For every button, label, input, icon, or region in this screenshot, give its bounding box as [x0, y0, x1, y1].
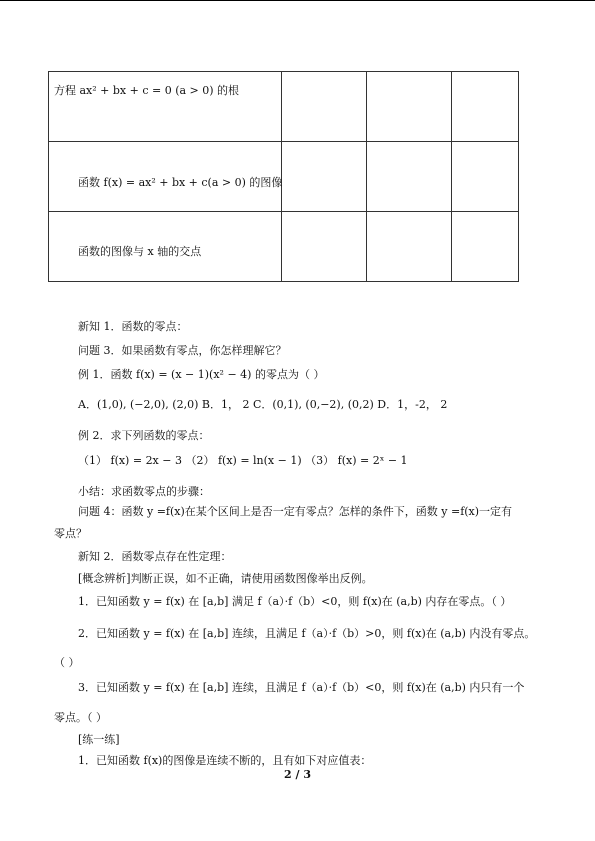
text-line: 问题 4：函数 y =f(x)在某个区间上是否一定有零点？怎样的条件下，函数 y =f(x)一定有: [78, 505, 513, 518]
table-row-label-roots: 方程 ax² + bx + c = 0 (a > 0) 的根: [54, 84, 240, 97]
table-cell: [282, 72, 367, 142]
text-line: 1．已知函数 y = f(x) 在 [a,b] 满足 f（a）·f（b）<0，则 f(x)在 (a,b) 内存在零点。（ ）: [78, 595, 512, 608]
text-line: 零点？: [54, 527, 87, 540]
text-line: 2．已知函数 y = f(x) 在 [a,b] 连续，且满足 f（a）·f（b）>0，则 f(x)在 (a,b) 内没有零点。: [78, 627, 536, 640]
text-line: [概念辨析]判断正误，如不正确，请使用函数图像举出反例。: [78, 572, 373, 585]
text-line: [练一练]: [78, 733, 120, 746]
text-line: A．(1,0), (−2,0), (2,0) B．1， 2 C．(0,1), (0,−2), (0,2) D．1，-2， 2: [78, 398, 448, 411]
table-cell: [282, 142, 367, 212]
page-top-rule: [0, 0, 595, 1]
table-cell: [452, 142, 519, 212]
text-line: （ ）: [54, 656, 80, 669]
text-line: 新知 1．函数的零点：: [78, 320, 188, 333]
table-cell: [282, 212, 367, 282]
text-line: 零点。（ ）: [54, 711, 107, 724]
text-line: 例 1．函数 f(x) = (x − 1)(x² − 4) 的零点为（ ）: [78, 368, 325, 381]
text-line: （1） f(x) = 2x − 3 （2） f(x) = ln(x − 1) （3） f(x) = 2ˣ − 1: [78, 454, 408, 467]
table-cell: [452, 72, 519, 142]
table-cell: [367, 212, 452, 282]
table-cell: [367, 72, 452, 142]
table-cell: [367, 142, 452, 212]
table-row-label-intersections: 函数的图像与 x 轴的交点: [78, 245, 202, 258]
text-line: 3．已知函数 y = f(x) 在 [a,b] 连续，且满足 f（a）·f（b）<0，则 f(x)在 (a,b) 内只有一个: [78, 681, 525, 694]
table-cell: [452, 212, 519, 282]
table-row-label-graph: 函数 f(x) = ax² + bx + c(a > 0) 的图像: [78, 176, 283, 189]
text-line: 1．已知函数 f(x)的图像是连续不断的，且有如下对应值表：: [78, 754, 372, 767]
text-line: 问题 3．如果函数有零点，你怎样理解它？: [78, 344, 287, 357]
text-line: 例 2．求下列函数的零点：: [78, 429, 210, 442]
text-line: 新知 2．函数零点存在性定理：: [78, 550, 232, 563]
text-line: 小结：求函数零点的步骤：: [78, 485, 210, 498]
page-number: 2 / 3: [284, 768, 311, 781]
